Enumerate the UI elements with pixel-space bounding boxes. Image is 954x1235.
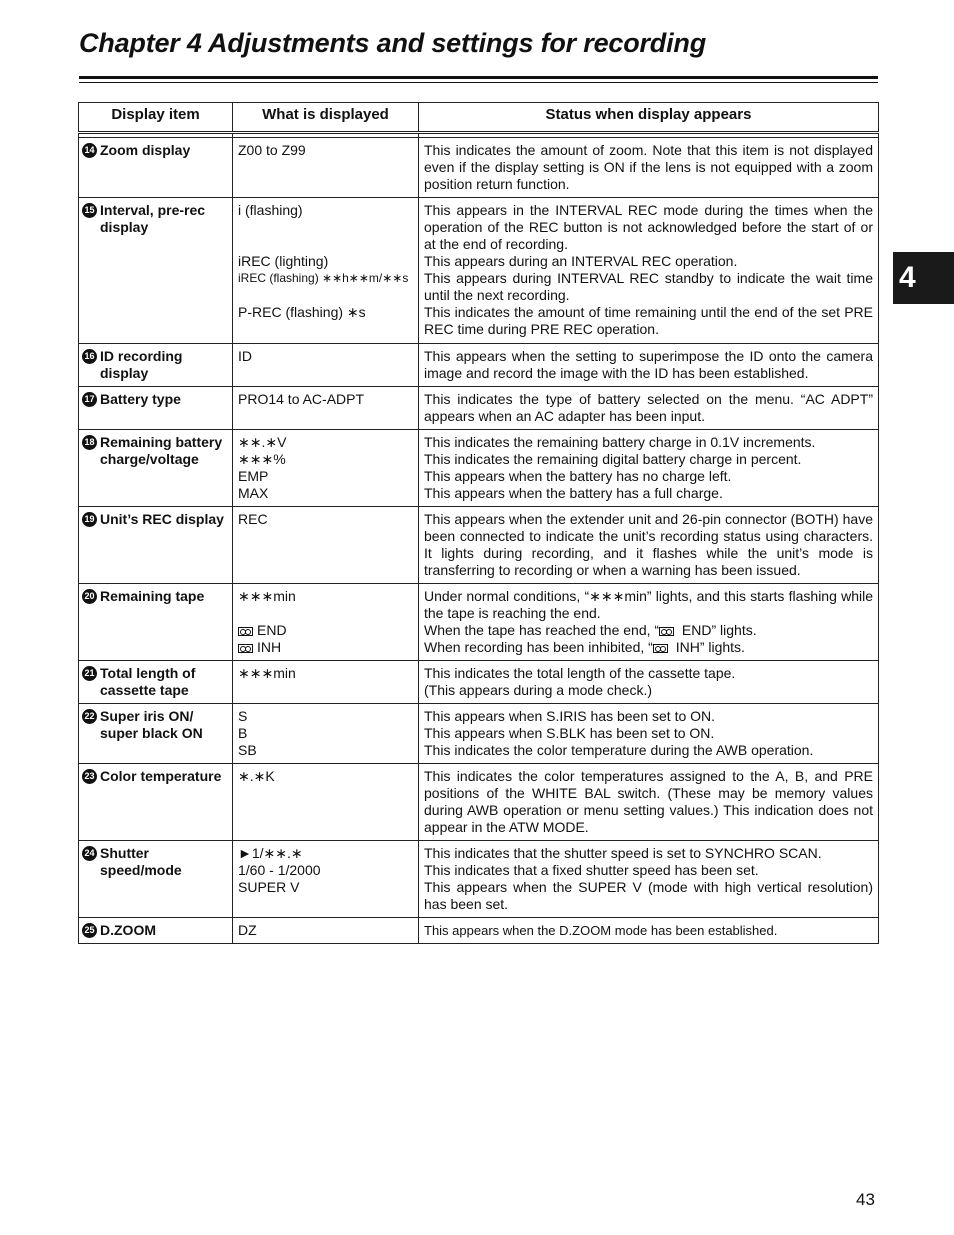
status-cell <box>419 764 879 841</box>
what-displayed-line: 1/60 - 1/2000 <box>238 862 321 878</box>
what-displayed-cell <box>233 507 419 584</box>
page-title: Chapter 4 Adjustments and settings for recording <box>79 28 706 58</box>
what-displayed-cell <box>233 198 419 344</box>
display-item-cell <box>79 344 233 387</box>
display-item-cell <box>79 138 233 198</box>
title-rule-thin <box>79 82 878 83</box>
item-number-badge: 14 <box>82 143 97 158</box>
status-line: When the tape has reached the end, “ END” lights. <box>424 622 757 638</box>
status-cell <box>419 918 879 944</box>
what-displayed-cell <box>233 138 419 198</box>
table-row <box>79 584 879 661</box>
status-cell <box>419 198 879 344</box>
cassette-icon <box>238 627 253 636</box>
status-line: This appears during INTERVAL REC standby to indicate the wait time until the next recording. <box>424 270 873 303</box>
what-displayed-line: ∗∗.∗V <box>238 434 287 450</box>
status-cell <box>419 584 879 661</box>
table-row <box>79 764 879 841</box>
display-item-label: Color temperature <box>100 768 222 784</box>
what-displayed-line: REC <box>238 511 268 527</box>
what-displayed-line: ∗.∗K <box>238 768 275 784</box>
status-line: This indicates that the shutter speed is set to SYNCHRO SCAN. <box>424 845 822 861</box>
what-displayed-cell <box>233 918 419 944</box>
what-displayed-line: B <box>238 725 248 741</box>
what-displayed-cell <box>233 430 419 507</box>
what-displayed-cell <box>233 704 419 764</box>
status-line: This appears when S.BLK has been set to ON. <box>424 725 715 741</box>
cassette-icon <box>653 644 668 653</box>
display-item-label: Battery type <box>100 391 181 407</box>
cassette-icon <box>659 627 674 636</box>
display-item-cell <box>79 704 233 764</box>
what-displayed-line: SB <box>238 742 257 758</box>
what-displayed-line: DZ <box>238 922 257 938</box>
what-displayed-line: ►1/∗∗.∗ <box>238 845 303 861</box>
what-displayed-line: EMP <box>238 468 269 484</box>
item-number-badge: 19 <box>82 512 97 527</box>
what-displayed-cell <box>233 661 419 704</box>
display-item-label: D.ZOOM <box>100 922 156 938</box>
status-line: This appears when the setting to superimpose the ID onto the camera image and record the image with the ID has been established. <box>424 348 873 381</box>
table-row <box>79 507 879 584</box>
display-item-label: Total length of cassette tape <box>100 665 196 698</box>
what-displayed-line: iREC (lighting) <box>238 253 329 269</box>
table-row <box>79 198 879 344</box>
what-displayed-cell <box>233 344 419 387</box>
display-item-label: Shutter speed/mode <box>100 845 182 878</box>
status-line: This appears when the SUPER V (mode with high vertical resolution) has been set. <box>424 879 873 912</box>
status-cell <box>419 387 879 430</box>
status-line: This indicates the amount of zoom. Note that this item is not displayed even if the display setting is ON if the lens is not equipped with a zoom position return function. <box>424 142 873 192</box>
what-displayed-line: ∗∗∗min <box>238 588 296 604</box>
what-displayed-cell <box>233 764 419 841</box>
status-line: This indicates that a fixed shutter speed has been set. <box>424 862 759 878</box>
what-displayed-line: PRO14 to AC-ADPT <box>238 391 365 407</box>
what-displayed-line: ∗∗∗min <box>238 665 296 681</box>
status-cell <box>419 661 879 704</box>
page-number: 43 <box>856 1190 875 1209</box>
item-number-badge: 15 <box>82 203 97 218</box>
table-row <box>79 704 879 764</box>
what-displayed-line: i (flashing) <box>238 202 303 218</box>
display-item-label: Remaining battery charge/voltage <box>100 434 223 467</box>
what-displayed-line: Z00 to Z99 <box>238 142 306 158</box>
status-line: Under normal conditions, “∗∗∗min” lights, and this starts flashing while the tape is reaching the end. <box>424 588 873 621</box>
status-line: This indicates the amount of time remaining until the end of the set PRE REC time during PRE REC operation. <box>424 304 873 337</box>
status-cell <box>419 138 879 198</box>
status-line: This indicates the color temperature during the AWB operation. <box>424 742 814 758</box>
table-row <box>79 387 879 430</box>
item-number-badge: 21 <box>82 666 97 681</box>
table-row <box>79 430 879 507</box>
status-line: (This appears during a mode check.) <box>424 682 652 698</box>
display-item-cell <box>79 661 233 704</box>
table-row <box>79 138 879 198</box>
display-item-label: Unit’s REC display <box>100 511 224 527</box>
item-number-badge: 24 <box>82 846 97 861</box>
title-rule-thick <box>79 76 878 79</box>
status-line: This appears when the battery has no charge left. <box>424 468 732 484</box>
item-number-badge: 25 <box>82 923 97 938</box>
what-displayed-line: iREC (flashing) ∗∗h∗∗m/∗∗s <box>238 271 409 285</box>
status-line: This appears when S.IRIS has been set to ON. <box>424 708 716 724</box>
what-displayed-line: ID <box>238 348 252 364</box>
what-displayed-line: S <box>238 708 248 724</box>
status-line: This appears in the INTERVAL REC mode during the times when the operation of the REC button is not acknowledged before the start of or at the end of recording. <box>424 202 873 252</box>
status-line: This indicates the type of battery selected on the menu. “AC ADPT” appears when an AC adapter has been input. <box>424 391 873 424</box>
what-displayed-line: MAX <box>238 485 269 501</box>
what-displayed-cell <box>233 841 419 918</box>
display-item-label: Remaining tape <box>100 588 205 604</box>
item-number-badge: 20 <box>82 589 97 604</box>
item-number-badge: 16 <box>82 349 97 364</box>
column-header: Status when display appears <box>419 103 879 133</box>
status-line: This appears when the battery has a full charge. <box>424 485 723 501</box>
what-displayed-line: END <box>238 622 413 639</box>
table-row <box>79 841 879 918</box>
table-header-row <box>79 103 879 133</box>
display-item-label: Super iris ON/ super black ON <box>100 708 203 741</box>
display-item-cell <box>79 584 233 661</box>
display-item-cell <box>79 430 233 507</box>
what-displayed-line: INH <box>238 639 413 656</box>
display-item-cell <box>79 841 233 918</box>
table-row <box>79 918 879 944</box>
table-row <box>79 661 879 704</box>
status-cell <box>419 430 879 507</box>
status-line: This appears when the extender unit and 26-pin connector (BOTH) have been connected to indicate the unit’s recording status using characters. It lights during recording, and it flashes while the unit’s mode is transferring to recording or when a warning has been issued. <box>424 511 873 578</box>
what-displayed-line: SUPER V <box>238 879 300 895</box>
item-number-badge: 17 <box>82 392 97 407</box>
display-item-cell <box>79 387 233 430</box>
status-cell <box>419 841 879 918</box>
what-displayed-cell <box>233 387 419 430</box>
status-line: This indicates the remaining battery charge in 0.1V increments. <box>424 434 816 450</box>
status-line: This appears during an INTERVAL REC operation. <box>424 253 738 269</box>
status-line: This indicates the color temperatures assigned to the A, B, and PRE positions of the WHITE BAL switch. (These may be memory values during AWB operation or menu setting values.) This indication does not appear in the ATW MODE. <box>424 768 873 835</box>
status-line: This indicates the remaining digital battery charge in percent. <box>424 451 802 467</box>
display-item-label: Interval, pre-rec display <box>100 202 206 235</box>
display-item-label: Zoom display <box>100 142 191 158</box>
display-item-cell <box>79 198 233 344</box>
item-number-badge: 22 <box>82 709 97 724</box>
status-line: When recording has been inhibited, “ INH” lights. <box>424 639 745 655</box>
item-number-badge: 18 <box>82 435 97 450</box>
display-item-cell <box>79 918 233 944</box>
what-displayed-line: P-REC (flashing) ∗s <box>238 304 366 320</box>
what-displayed-line: ∗∗∗% <box>238 451 286 467</box>
display-item-cell <box>79 764 233 841</box>
display-item-cell <box>79 507 233 584</box>
status-cell <box>419 704 879 764</box>
column-header: Display item <box>79 103 233 133</box>
display-items-table <box>78 102 879 944</box>
what-displayed-cell <box>233 584 419 661</box>
status-cell <box>419 344 879 387</box>
column-header: What is displayed <box>233 103 419 133</box>
display-item-label: ID recording display <box>100 348 183 381</box>
cassette-icon <box>238 644 253 653</box>
item-number-badge: 23 <box>82 769 97 784</box>
status-line: This indicates the total length of the cassette tape. <box>424 665 736 681</box>
chapter-tab: 4 <box>893 252 954 304</box>
status-cell <box>419 507 879 584</box>
status-line: This appears when the D.ZOOM mode has been established. <box>424 923 778 938</box>
table-row <box>79 344 879 387</box>
